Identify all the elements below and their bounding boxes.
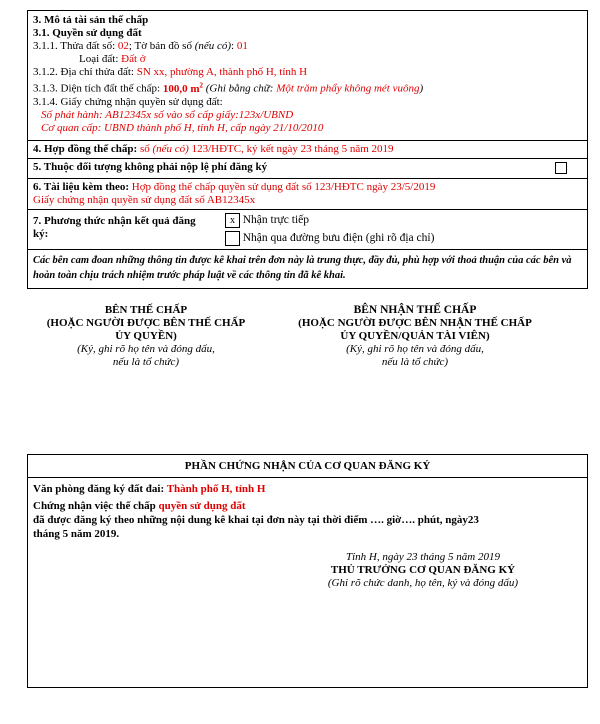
- area-words-value: Một trăm phẩy không mét vuông: [276, 82, 420, 95]
- section-7-label: 7. Phương thức nhận kết quả đăng ký:: [33, 215, 196, 240]
- certify-value: quyền sử dụng đất: [158, 500, 246, 512]
- section-4-if-any: (nếu có): [152, 143, 189, 155]
- delivery-post-label: Nhận qua đường bưu điện (ghi rõ địa chỉ): [242, 232, 435, 245]
- map-sheet-label: ; Tờ bản đồ số: [128, 40, 195, 52]
- mortgagee-title: BÊN NHẬN THẾ CHẤP: [353, 304, 477, 316]
- authority-head-note: (Ghi rõ chức danh, họ tên, ký và đóng dấu): [327, 577, 519, 589]
- certification-section: [27, 454, 588, 688]
- registered-text-2: tháng 5 năm 2019.: [33, 528, 120, 540]
- fee-exempt-checkbox[interactable]: [555, 162, 567, 174]
- section-7-delivery-method: [28, 210, 587, 250]
- section-6-label: 6. Tài liệu kèm theo:: [33, 181, 132, 193]
- mortgagor-signature-block: [26, 304, 266, 369]
- certificate-issue-number: Số phát hành: AB12345x số vào sổ cấp giấy:123x/UBND: [41, 108, 294, 121]
- certificate-authority: Cơ quan cấp: UBND thành phố H, tỉnh H, cấp ngày 21/10/2010: [41, 121, 324, 134]
- mortgagor-note-1: (Ký, ghi rõ họ tên và đóng dấu,: [77, 343, 215, 355]
- office-value: Thành phố H, tỉnh H: [166, 483, 266, 495]
- land-type-label: Loại đất:: [79, 53, 122, 65]
- attachment-item-2: Giấy chứng nhận quyền sử dụng đất số AB12345x: [33, 194, 256, 206]
- delivery-option-direct[interactable]: [225, 213, 309, 228]
- registered-text-1: đã được đăng ký theo những nội dung kê khai tại đơn này tại thời điểm …. giờ…. phút, ngày23: [33, 514, 479, 526]
- parcel-number: 02: [117, 40, 129, 52]
- address-line: [33, 66, 582, 79]
- section-3-heading: 3. Mô tả tài sản thế chấp: [33, 14, 149, 26]
- certify-line: [33, 499, 582, 513]
- authority-head-title: THỦ TRƯỞNG CƠ QUAN ĐĂNG KÝ: [330, 564, 516, 576]
- section-4-prefix: số: [139, 143, 153, 155]
- attachment-item-1: Hợp đồng thế chấp quyền sử dụng đất số 123/HĐTC ngày 23/5/2019: [131, 181, 436, 193]
- map-sheet-number: 01: [236, 40, 248, 52]
- mortgagee-note-1: (Ký, ghi rõ họ tên và đóng dấu,: [346, 343, 484, 355]
- declaration-text: Các bên cam đoan những thông tin được kê khai trên đơn này là trung thực, đầy đủ, phù hợp với thoả thuận của các bên và hoàn toàn chịu trách nhiệm trước pháp luật về các thông tin đã kê khai.: [33, 255, 572, 281]
- area-value: 100,0 $m^2$: [162, 81, 203, 95]
- land-type-line: [33, 53, 582, 66]
- area-words-close: ): [419, 82, 424, 95]
- area-line: [33, 79, 582, 96]
- section-3-asset-description: [28, 11, 587, 141]
- date-place: Tỉnh H, ngày 23 tháng 5 năm 2019: [346, 551, 500, 563]
- certification-heading: PHẦN CHỨNG NHẬN CỦA CƠ QUAN ĐĂNG KÝ: [28, 455, 587, 478]
- section-3-1-heading: 3.1. Quyền sử dụng đất: [33, 27, 142, 39]
- section-4-contract: [28, 141, 587, 159]
- mortgagee-signature-block: [270, 304, 560, 369]
- certify-label: Chứng nhận việc thế chấp: [33, 500, 159, 512]
- registration-form-table: [27, 10, 588, 289]
- mortgagee-subtitle-2: ỦY QUYỀN/QUẢN TÀI VIÊN): [340, 330, 490, 342]
- mortgagor-note-2: nếu là tổ chức): [112, 356, 180, 368]
- mortgagor-subtitle-2: ỦY QUYỀN): [115, 330, 177, 342]
- section-6-attachments: [28, 179, 587, 210]
- delivery-direct-checkbox[interactable]: x: [225, 213, 240, 228]
- office-label: Văn phòng đăng ký đất đai:: [33, 483, 167, 495]
- mortgagor-title: BÊN THẾ CHẤP: [104, 304, 188, 316]
- area-label: 3.1.3. Diện tích đất thế chấp:: [33, 82, 163, 95]
- land-type-value: Đất ở: [121, 53, 146, 65]
- section-4-value: 123/HĐTC, ký kết ngày 23 tháng 5 năm 2019: [188, 143, 394, 155]
- map-sheet-if-any: (nếu có): [194, 40, 232, 52]
- mortgagor-subtitle-1: (HOẶC NGƯỜI ĐƯỢC BÊN THẾ CHẤP: [46, 317, 246, 329]
- registration-authority-signature: [298, 551, 548, 590]
- office-line: [33, 482, 582, 496]
- map-sheet-colon: :: [231, 40, 237, 52]
- section-4-label: 4. Hợp đồng thế chấp:: [33, 143, 140, 155]
- section-5-label: 5. Thuộc đối tượng không phải nộp lệ phí đăng ký: [33, 161, 268, 173]
- address-value: SN xx, phường A, thành phố H, tỉnh H: [136, 66, 308, 78]
- area-superscript: 2: [199, 81, 203, 89]
- parcel-label: 3.1.1. Thửa đất số:: [33, 40, 118, 52]
- address-label: 3.1.2. Địa chỉ thửa đất:: [33, 66, 137, 78]
- mortgagee-subtitle-1: (HOẶC NGƯỜI ĐƯỢC BÊN NHẬN THẾ CHẤP: [298, 317, 532, 329]
- delivery-direct-label: Nhận trực tiếp: [242, 214, 310, 227]
- delivery-post-checkbox[interactable]: [225, 231, 240, 246]
- parcel-line: [33, 40, 582, 53]
- certificate-label: 3.1.4. Giấy chứng nhận quyền sử dụng đất:: [33, 95, 223, 108]
- delivery-option-post[interactable]: [225, 231, 434, 246]
- section-5-fee-exempt: [28, 159, 587, 179]
- area-words-label: (Ghi bằng chữ:: [203, 82, 277, 95]
- mortgagee-note-2: nếu là tổ chức): [381, 356, 449, 368]
